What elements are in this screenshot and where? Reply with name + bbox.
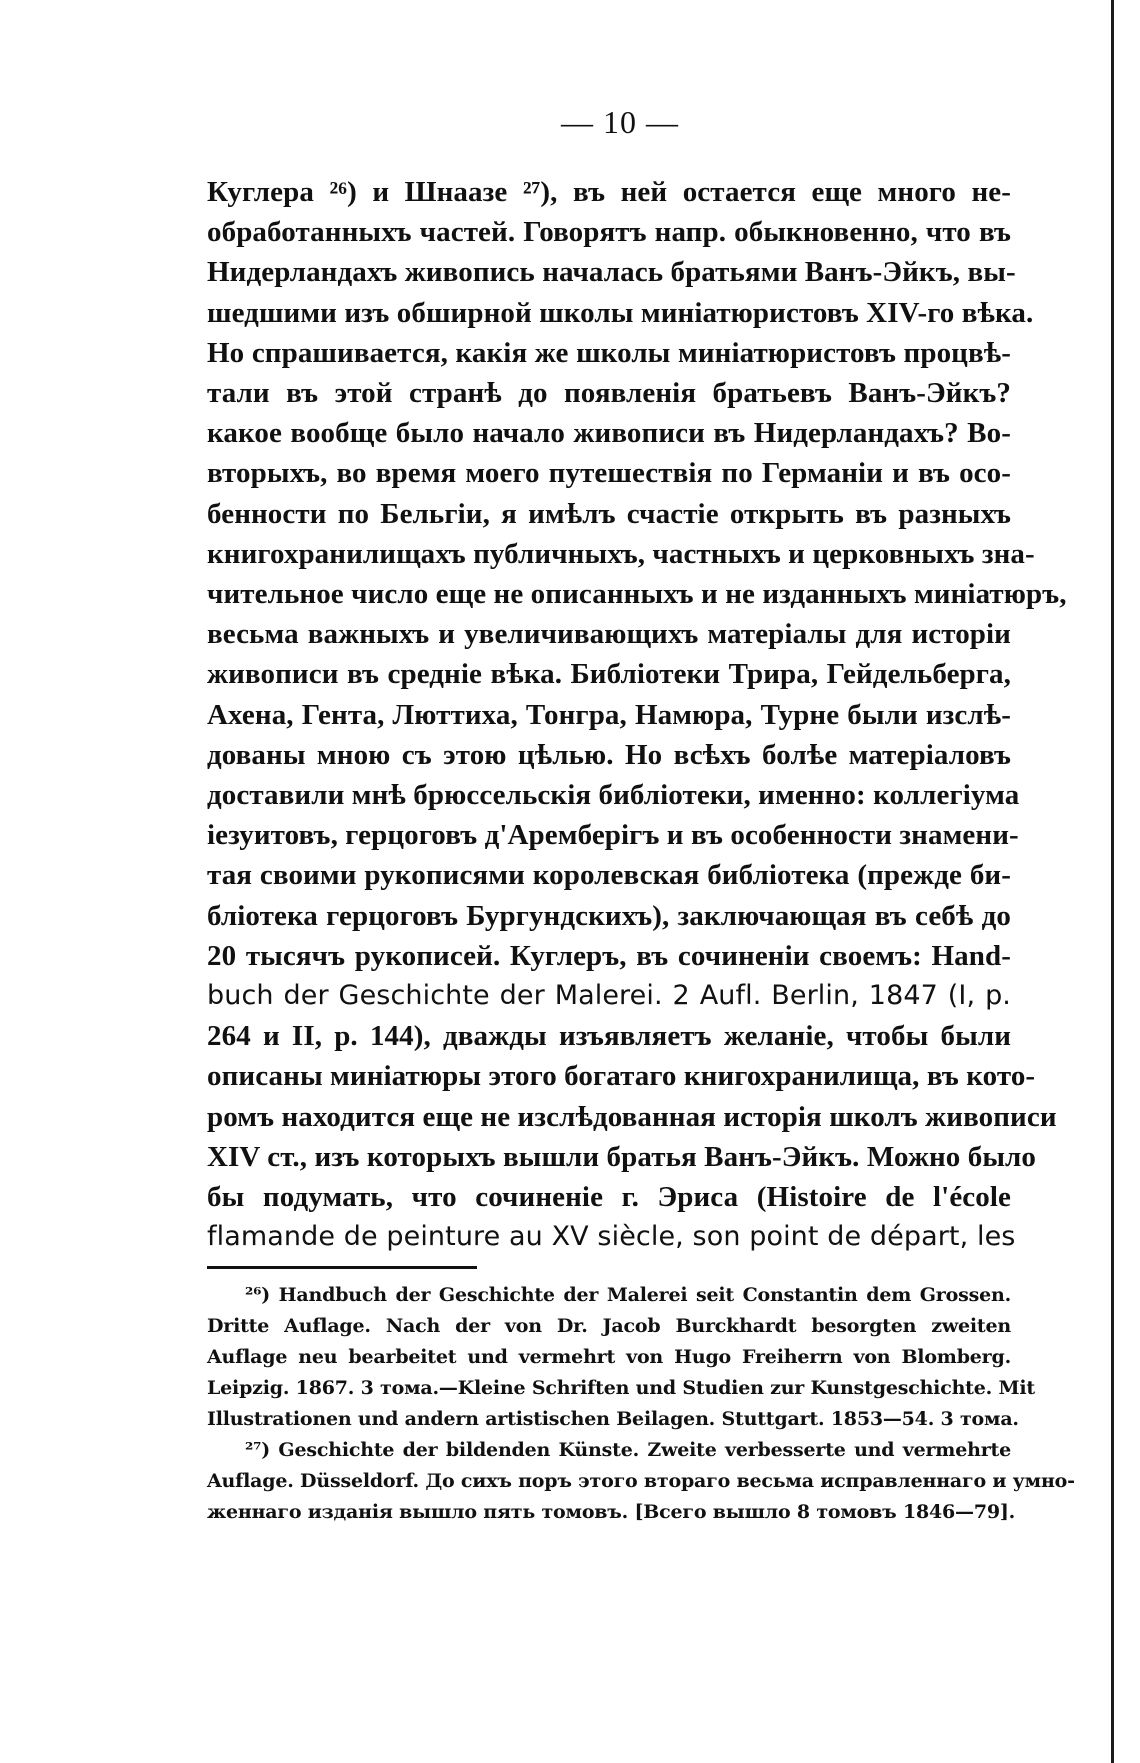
body-line: шедшими изъ обширной школы миніатюристовъ XIV-го вѣка. (207, 296, 1034, 329)
body-line: доставили мнѣ брюссельскія библіотеки, именно: коллегіума (207, 779, 1020, 812)
body-line: тали въ этой странѣ до появленія братьевъ Ванъ-Эйкъ? (207, 377, 1011, 410)
footnote-line: Dritte Auflage. Nach der von Dr. Jacob Burckhardt besorgten zweiten (207, 1315, 1011, 1337)
footnote-line: Auflage. Düsseldorf. До сихъ поръ этого втораго весьма исправленнаго и умно- (207, 1470, 1075, 1492)
body-line: дованы мною съ этою цѣлью. Но всѣхъ болѣе матеріаловъ (207, 738, 1011, 771)
body-line: 20 тысячъ рукописей. Куглеръ, въ сочиненіи своемъ: Hand- (207, 939, 1011, 972)
body-line: бенности по Бельгіи, я имѣлъ счастіе открыть въ разныхъ (207, 497, 1011, 530)
body-line: весьма важныхъ и увеличивающихъ матеріалы для исторіи (207, 618, 1011, 651)
body-line: Куглера ²⁶) и Шнаазе ²⁷), въ ней остается еще много не- (207, 176, 1011, 208)
body-line: Но спрашивается, какія же школы миніатюристовъ процвѣ- (207, 336, 1011, 369)
page-edge-line (1111, 0, 1114, 1763)
body-line: 264 и II, p. 144), дважды изъявляетъ желаніе, чтобы были (207, 1020, 1011, 1053)
footnote-line: женнаго изданія вышло пять томовъ. [Всего вышло 8 томовъ 1846—79]. (207, 1501, 1016, 1523)
body-line: Ахена, Гента, Люттиха, Тонгра, Намюра, Турне были изслѣ- (207, 698, 1011, 731)
footnote-line: ²⁷) Geschichte der bildenden Künste. Zweite verbesserte und vermehrte (245, 1439, 1011, 1461)
body-line: ромъ находится еще не изслѣдованная исторія школъ живописи (207, 1100, 1057, 1133)
footnotes (207, 1280, 1075, 1528)
body-line: книгохранилищахъ публичныхъ, частныхъ и церковныхъ зна- (207, 537, 1035, 570)
body-line: іезуитовъ, герцоговъ д'Аремберігъ и въ особенности знамени- (207, 819, 1019, 852)
footnote-line: Leipzig. 1867. 3 тома.—Kleine Schriften und Studien zur Kunstgeschichte. Mit (207, 1377, 1035, 1399)
body-line: вторыхъ, во время моего путешествія по Германіи и въ осо- (207, 457, 1011, 490)
footnote-separator (207, 1266, 477, 1269)
footnote-line: ²⁶) Handbuch der Geschichte der Malerei seit Constantin dem Grossen. (245, 1284, 1011, 1306)
body-line: buch der Geschichte der Malerei. 2 Aufl. Berlin, 1847 (I, p. (207, 980, 1011, 1012)
footnote-line: Auflage neu bearbeitet und vermehrt von Hugo Freiherrn von Blomberg. (207, 1346, 1011, 1368)
body-line: бы подумать, что сочиненіе г. Эриса (Histoire de l'école (207, 1181, 1011, 1214)
body-line: XIV ст., изъ которыхъ вышли братья Ванъ-Эйкъ. Можно было (207, 1140, 1037, 1173)
body-line: чительное число еще не описанныхъ и не изданныхъ миніатюръ, (207, 578, 1067, 611)
body-line: обработанныхъ частей. Говорятъ напр. обыкновенно, что въ (207, 216, 1011, 249)
body-line: живописи въ средніе вѣка. Библіотеки Трира, Гейдельберга, (207, 658, 1011, 691)
page-number: — 10 — (561, 104, 679, 140)
body-line: тая своими рукописями королевская библіотека (прежде би- (207, 859, 1011, 892)
body-line: бліотека герцоговъ Бургундскихъ), заключающая въ себѣ до (207, 899, 1011, 932)
footnote-line: Illustrationen und andern artistischen Beilagen. Stuttgart. 1853—54. 3 тома. (207, 1408, 1019, 1430)
body-line: описаны миніатюры этого богатаго книгохранилища, въ кото- (207, 1060, 1036, 1093)
body-text (207, 172, 1067, 1257)
body-line: Нидерландахъ живопись началась братьями Ванъ-Эйкъ, вы- (207, 256, 1016, 289)
body-line: flamande de peinture au XV siècle, son point de départ, les (207, 1221, 1016, 1253)
body-line: какое вообще было начало живописи въ Нидерландахъ? Во- (207, 417, 1011, 450)
